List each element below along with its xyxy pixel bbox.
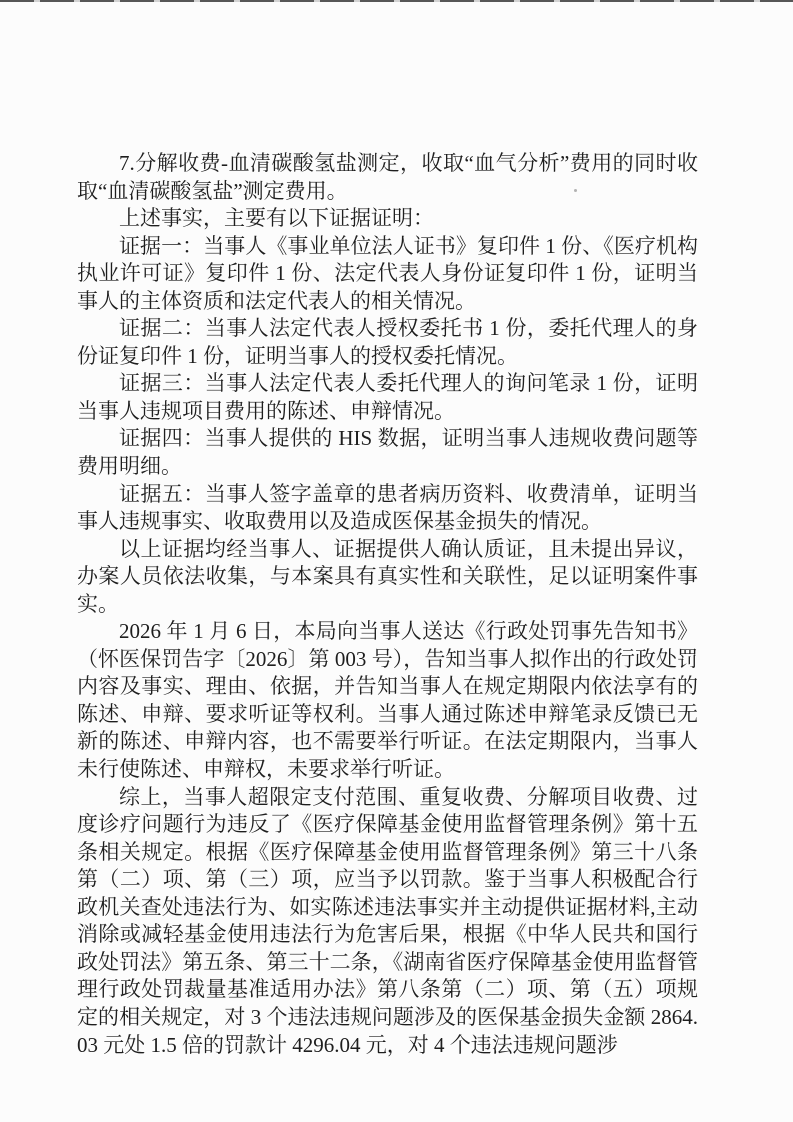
scan-edge-artifact (0, 0, 793, 2)
paragraph-conclusion-penalty: 综上，当事人超限定支付范围、重复收费、分解项目收费、过度诊疗问题行为违反了《医疗保障基金使用监督管理条例》第十五条相关规定。根据《医疗保障基金使用监督管理条例》第三十八条第（二）项、第（三）项，应当予以罚款。鉴于当事人积极配合行政机关查处违法行为、如实陈述违法事实并主动提供证据材料,主动消除或减轻基金使用违法行为危害后果，根据《中华人民共和国行政处罚法》第五条、第三十二条，《湖南省医疗保障基金使用监督管理行政处罚裁量基准适用办法》第八条第（二）项、第（五）项规定的相关规定，对 3 个违法违规问题涉及的医保基金损失金额 2864.03 元处 1.5 倍的罚款计 4296.04 元，对 4 个违法违规问题涉 (77, 784, 698, 1057)
paragraph-evidence-4: 证据四：当事人提供的 HIS 数据，证明当事人违规收费问题等费用明细。 (77, 426, 698, 479)
paragraph-evidence-5: 证据五：当事人签字盖章的患者病历资料、收费清单，证明当事人违规事实、收取费用以及造成医保基金损失的情况。 (77, 481, 698, 534)
paragraph-evidence-2: 证据二：当事人法定代表人授权委托书 1 份，委托代理人的身份证复印件 1 份，证明当事人的授权委托情况。 (77, 316, 698, 368)
paragraph-evidence-intro: 上述事实，主要有以下证据证明： (119, 206, 434, 231)
paragraph-evidence-confirmation: 以上证据均经当事人、证据提供人确认质证，且未提出异议，办案人员依法收集，与本案具有真实性和关联性，足以证明案件事实。 (77, 536, 698, 616)
document-body-text (77, 150, 698, 1059)
paragraph-evidence-1: 证据一：当事人《事业单位法人证书》复印件 1 份、《医疗机构执业许可证》复印件 1 份、法定代表人身份证复印件 1 份，证明当事人的主体资质和法定代表人的相关情况。 (77, 233, 698, 313)
paragraph-item-7-split-billing: 7.分解收费-血清碳酸氢盐测定，收取“血气分析”费用的同时收取“血清碳酸氢盐”测定费用。 (77, 151, 698, 203)
paragraph-evidence-3: 证据三：当事人法定代表人委托代理人的询问笔录 1 份，证明当事人违规项目费用的陈述、申辩情况。 (77, 371, 698, 423)
paragraph-prior-notice: 2026 年 1 月 6 日，本局向当事人送达《行政处罚事先告知书》（怀医保罚告字〔2026〕第 003 号），告知当事人拟作出的行政处罚内容及事实、理由、依据，并告知当事人在规定期限内依法享有的陈述、申辩、要求听证等权利。当事人通过陈述申辩笔录反馈已无新的陈述、申辩内容，也不需要举行听证。在法定期限内，当事人未行使陈述、申辩权，未要求举行听证。 (77, 619, 698, 782)
